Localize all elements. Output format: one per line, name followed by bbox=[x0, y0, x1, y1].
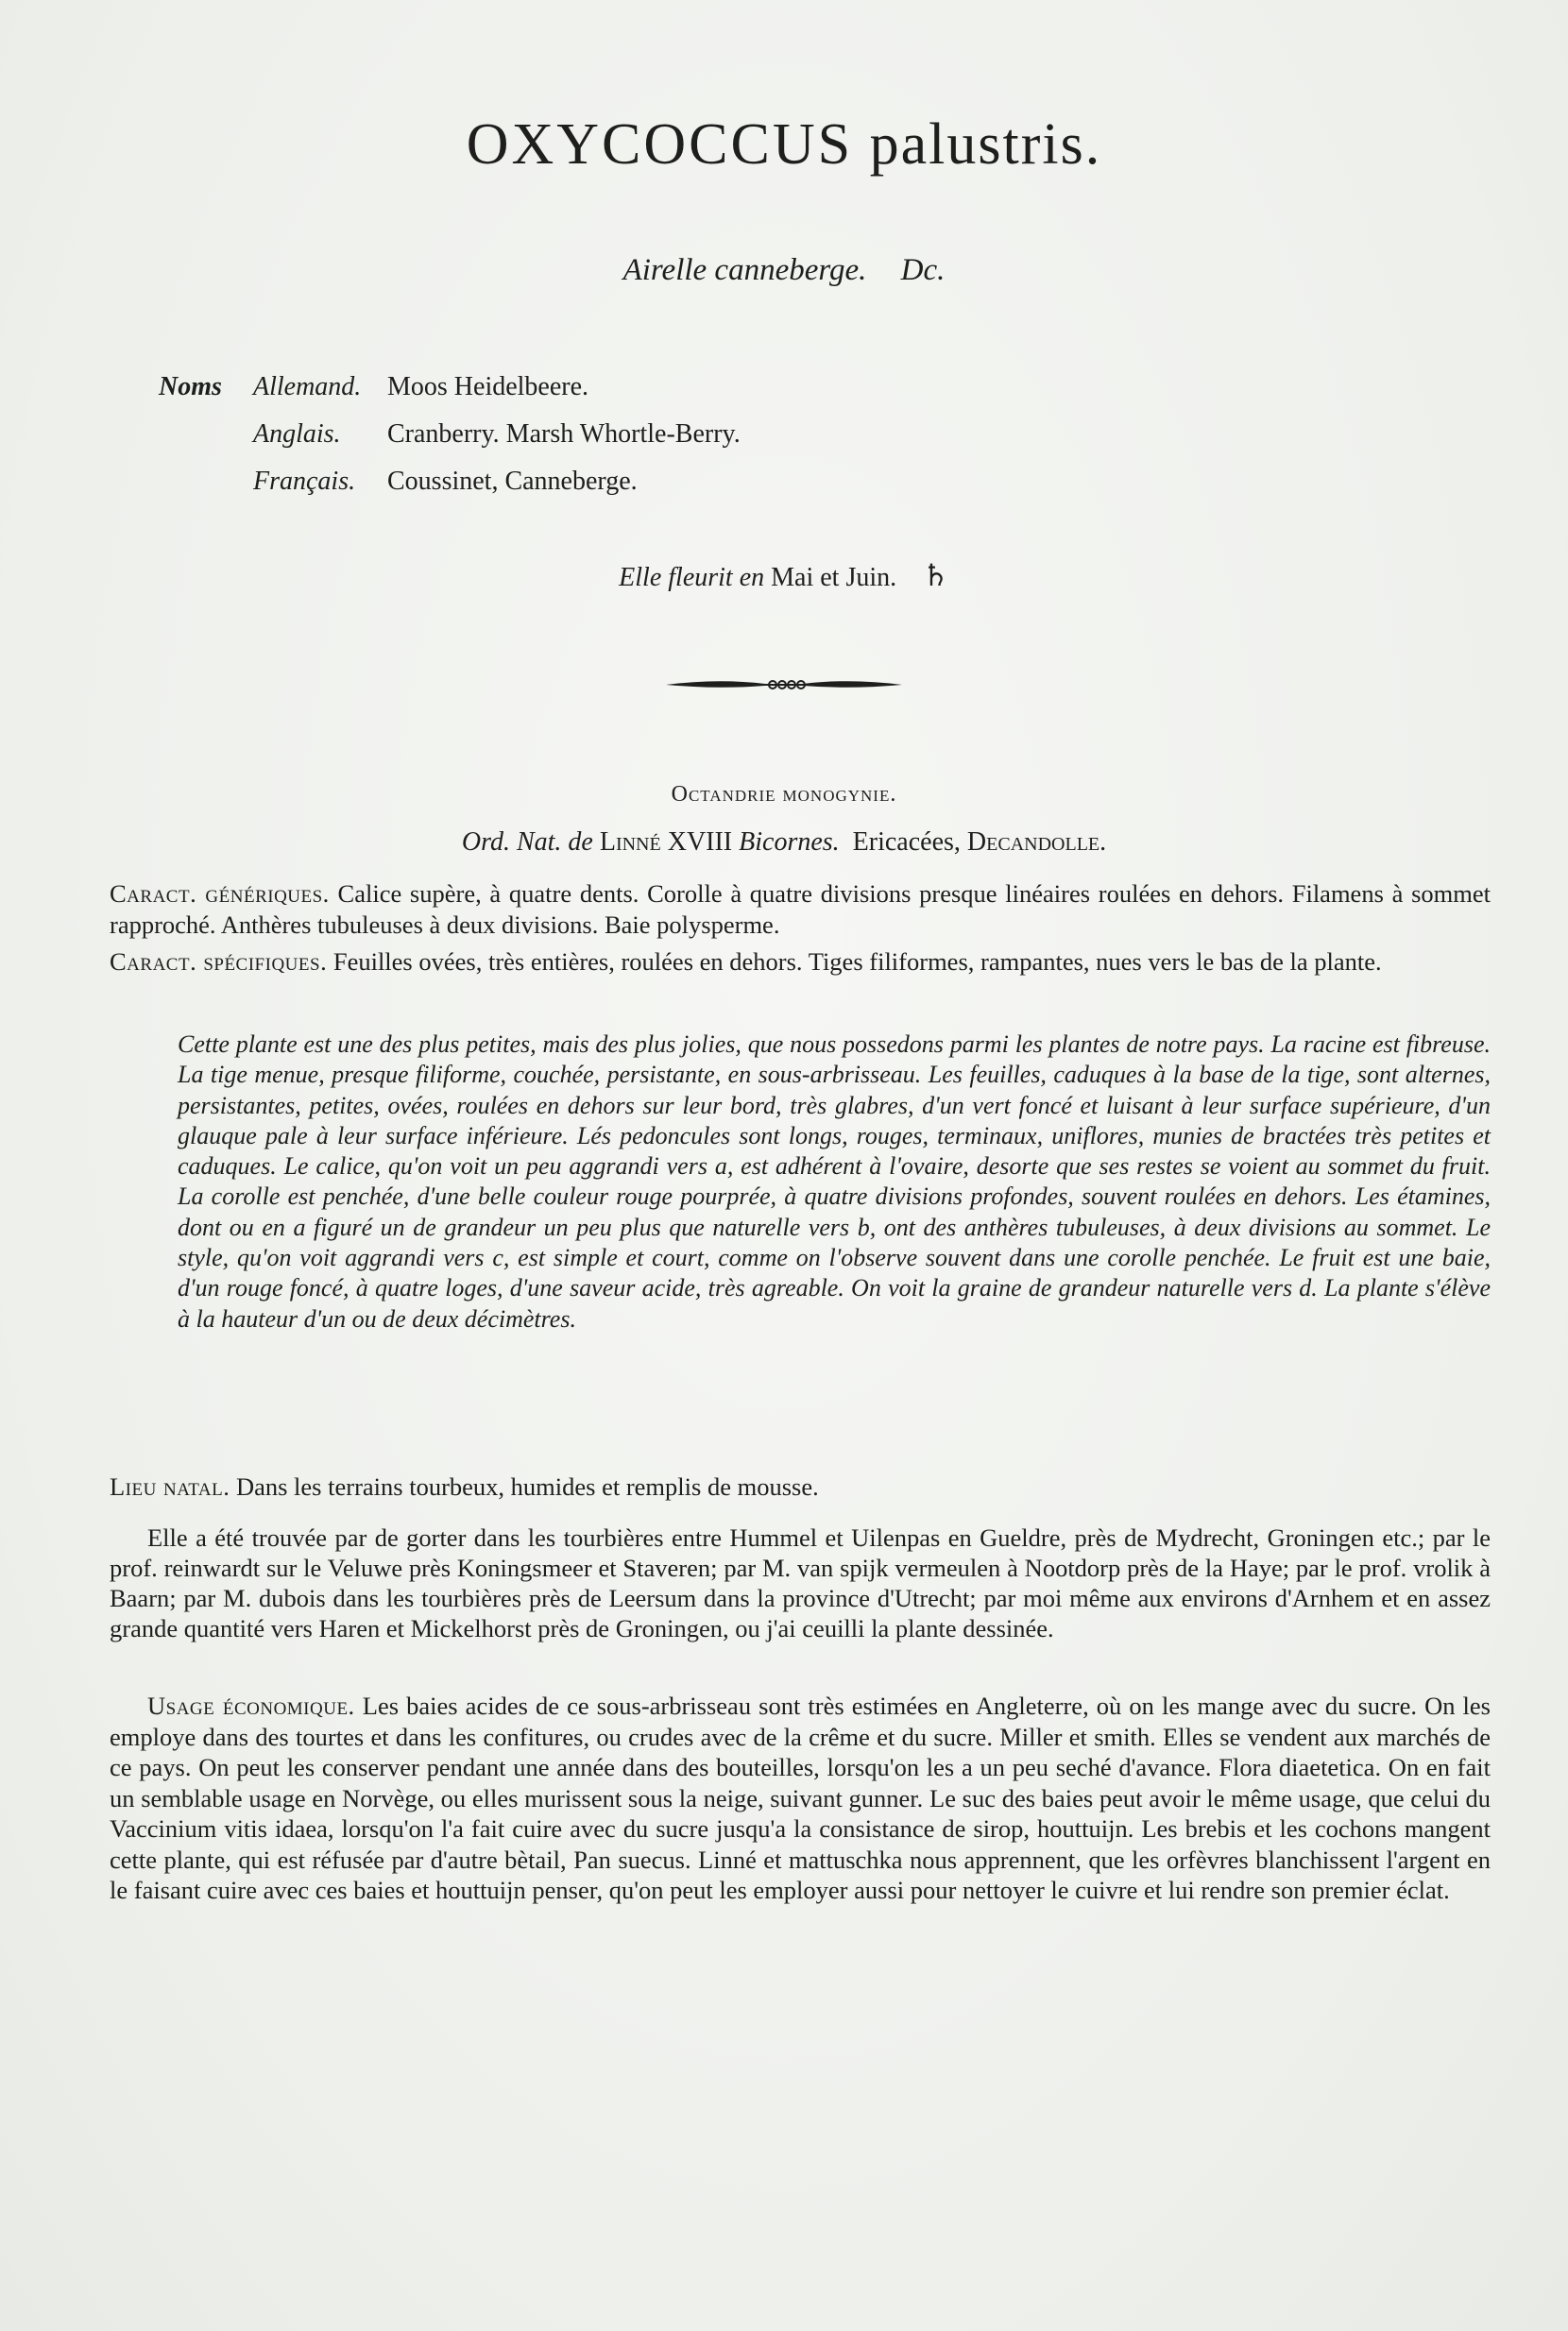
flowering-months: Mai et Juin. bbox=[771, 563, 897, 592]
divider-ornament-icon bbox=[661, 671, 907, 699]
vernacular-text: Coussinet, Canneberge. bbox=[387, 467, 638, 496]
specific-text: Feuilles ovées, très entières, roulées en dehors. Tiges filiformes, rampantes, nues vers le bas de la plante. bbox=[332, 947, 1382, 976]
genus-name: OXYCOCCUS bbox=[466, 112, 854, 177]
vernacular-row bbox=[159, 364, 741, 411]
characters-section bbox=[110, 878, 1491, 983]
family-name: Ericacées, bbox=[852, 827, 961, 857]
ordnat-number: XVIII bbox=[667, 827, 733, 857]
species-name: palustris. bbox=[869, 112, 1102, 177]
vernacular-row bbox=[159, 411, 741, 458]
shrub-symbol-icon: ♄ bbox=[922, 558, 949, 592]
specific-characters bbox=[110, 946, 1491, 978]
localities-paragraph: Elle a été trouvée par de gorter dans les tourbières entre Hummel et Uilenpas en Gueldre, près de Mydrecht, Groningen etc.; par le prof. reinwardt sur le Veluwe près Koningsmeer et Staveren; par M. van spijk vermeulen à Nootdorp près de la Haye; par le prof. vrolik à Baarn; par M. dubois dans les tourbières près de Leersum dans la province d'Utrecht; par moi même aux environs d'Arnhem et en assez grande quantité vers Haren et Mickelhorst près de Groningen, ou j'ai ceuilli la plante dessinée. bbox=[110, 1523, 1491, 1642]
linne-name: Linné bbox=[599, 827, 661, 857]
generic-text: Calice supère, à quatre dents. Corolle à quatre divisions presque linéaires roulées en dehors. Filamens à sommet rapproché. Anthères tubuleuses à deux divisions. Baie polysperme. bbox=[110, 879, 1491, 939]
language-label: Anglais. bbox=[253, 419, 341, 449]
habitat-text: Dans les terrains tourbeux, humides et remplis de mousse. bbox=[235, 1472, 819, 1501]
flowering-pre: Elle fleurit en bbox=[619, 563, 765, 592]
usage-text: Les baies acides de ce sous-arbrisseau sont très estimées en Angleterre, où on les mange avec du sucre. On les employe dans des tourtes et dans les confitures, ou crudes avec de la crême et du sucre. Miller et smith. Elles se vendent aux marchés de ce pays. On peut les conserver pendant une année dans des bouteilles, lorsqu'on les a un peu seché d'avance. Flora diaetetica. On en fait un semblable usage en Norvège, ou elles murissent sous la neige, suivant gunner. Le suc des baies peut avoir le même usage, que celui du Vaccinium vitis idaea, lorsqu'on l'a fait cuire avec du sucre jusqu'a la consistance de sirop, houttuijn. Les brebis et les cochons mangent cette plante, qui est réfusée par d'autre bètail, Pan suecus. Linné et mattuschka nous apprennent, que les orfèvres blanchissent l'argent en le faisant cuire avec ces baies et houttuijn penser, qu'on peut les employer aussi pour nettoyer le cuivre et lui rendre son premier éclat. bbox=[110, 1692, 1491, 1904]
language-label: Allemand. bbox=[253, 372, 362, 401]
vernacular-text: Moos Heidelbeere. bbox=[387, 372, 589, 401]
habitat-section bbox=[110, 1472, 1491, 1503]
french-name bbox=[0, 253, 1568, 288]
linnaean-class: Octandrie monogynie. bbox=[671, 782, 897, 807]
author-abbrev: Dc. bbox=[900, 253, 946, 287]
natural-order bbox=[0, 827, 1568, 858]
habitat-label: Lieu natal. bbox=[110, 1472, 230, 1501]
french-name-text: Airelle canneberge. bbox=[622, 253, 867, 287]
vernacular-names bbox=[159, 364, 741, 505]
usage-label: Usage économique. bbox=[147, 1692, 355, 1720]
plant-description: Cette plante est une des plus petites, mais des plus jolies, que nous possedons parmi les plantes de notre pays. La racine est fibreuse. La tige menue, presque filiforme, couchée, persistante, en sous-arbrisseau. Les feuilles, caduques à la base de la tige, sont alternes, persistantes, petites, ovées, roulées en dehors sur leur bord, très glabres, d'un vert foncé et luisant à leur surface supérieure, d'un glauque pale à leur surface inférieure. Lés pedoncules sont longs, rouges, terminaux, uniflores, munies de bractées très petites et caduques. Le calice, qu'on voit un peu aggrandi vers a, est adhérent à l'ovaire, desorte que ses restes se voient au sommet du fruit. La corolle est penchée, d'une belle couleur rouge pourprée, à quatre divisions profondes, souvent roulées en dehors. Les étamines, dont ou en a figuré un de grandeur un peu plus que naturelle vers b, ont des anthères tubuleuses, à deux divisions au sommet. Le style, qu'on voit aggrandi vers c, est simple et court, comme on l'observe souvent dans une corolle penchée. Le fruit est une baie, d'un rouge foncé, à quatre loges, d'une saveur acide, très agreable. On voit la graine de grandeur naturelle vers d. La plante s'élève à la hauteur d'un ou de deux décimètres. bbox=[178, 1030, 1491, 1333]
names-prefix: Noms bbox=[159, 372, 222, 401]
ordnat-label: Ord. Nat. de bbox=[461, 827, 593, 857]
bicornes: Bicornes. bbox=[739, 827, 840, 857]
flowering-period bbox=[0, 557, 1568, 593]
language-label: Français. bbox=[253, 467, 356, 496]
generic-label: Caract. génériques. bbox=[110, 879, 330, 908]
vernacular-row bbox=[159, 458, 741, 505]
specific-label: Caract. spécifiques. bbox=[110, 947, 328, 976]
economic-use-section bbox=[110, 1691, 1491, 1906]
vernacular-text: Cranberry. Marsh Whortle-Berry. bbox=[387, 419, 741, 449]
page-title bbox=[0, 111, 1568, 179]
generic-characters bbox=[110, 878, 1491, 941]
decandolle-name: Decandolle. bbox=[966, 827, 1107, 857]
